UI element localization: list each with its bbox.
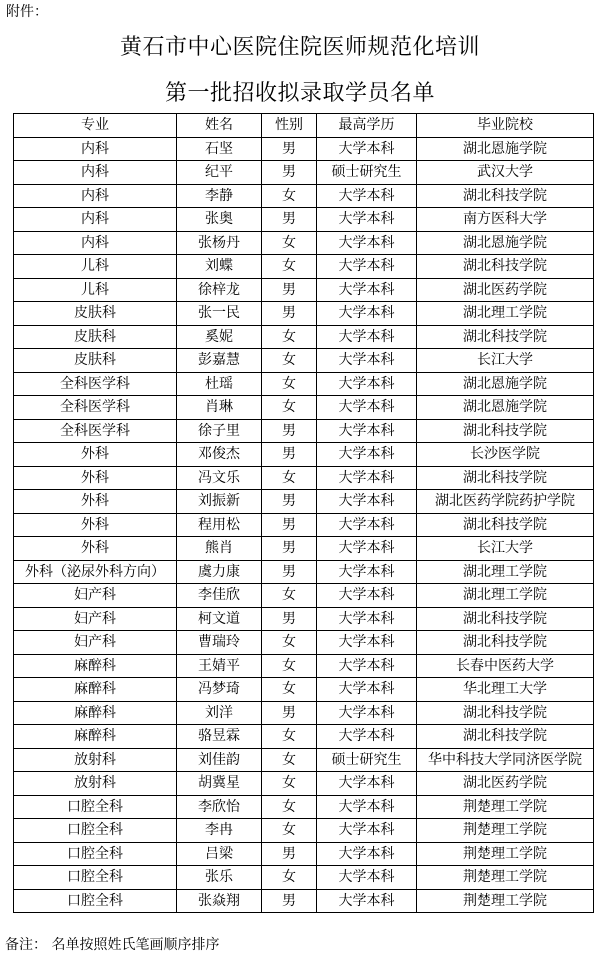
header-row bbox=[14, 114, 594, 138]
table-row bbox=[14, 231, 594, 255]
cell-sex: 男 bbox=[262, 278, 317, 302]
column-header-major: 专业 bbox=[14, 114, 177, 138]
cell-sex: 女 bbox=[262, 325, 317, 349]
cell-education: 硕士研究生 bbox=[317, 748, 417, 772]
cell-school: 南方医科大学 bbox=[417, 208, 594, 232]
table-row bbox=[14, 490, 594, 514]
cell-major: 口腔全科 bbox=[14, 866, 177, 890]
cell-education: 大学本科 bbox=[317, 137, 417, 161]
table-row bbox=[14, 278, 594, 302]
cell-education: 大学本科 bbox=[317, 372, 417, 396]
cell-sex: 男 bbox=[262, 419, 317, 443]
cell-major: 外科 bbox=[14, 513, 177, 537]
cell-sex: 男 bbox=[262, 208, 317, 232]
cell-sex: 女 bbox=[262, 654, 317, 678]
document-title: 黄石市中心医院住院医师规范化培训 bbox=[119, 35, 480, 60]
cell-major: 全科医学科 bbox=[14, 419, 177, 443]
cell-education: 大学本科 bbox=[317, 654, 417, 678]
cell-sex: 女 bbox=[262, 184, 317, 208]
table-row bbox=[14, 725, 594, 749]
cell-school: 湖北医药学院药护学院 bbox=[417, 490, 594, 514]
cell-major: 皮肤科 bbox=[14, 302, 177, 326]
cell-sex: 男 bbox=[262, 443, 317, 467]
cell-education: 大学本科 bbox=[317, 889, 417, 913]
cell-sex: 女 bbox=[262, 631, 317, 655]
cell-name: 张焱翔 bbox=[177, 889, 262, 913]
cell-major: 放射科 bbox=[14, 748, 177, 772]
table-row bbox=[14, 302, 594, 326]
cell-education: 大学本科 bbox=[317, 631, 417, 655]
cell-sex: 女 bbox=[262, 866, 317, 890]
cell-name: 徐梓龙 bbox=[177, 278, 262, 302]
cell-name: 胡冀星 bbox=[177, 772, 262, 796]
cell-sex: 男 bbox=[262, 490, 317, 514]
cell-major: 内科 bbox=[14, 208, 177, 232]
cell-major: 皮肤科 bbox=[14, 325, 177, 349]
cell-name: 冯梦琦 bbox=[177, 678, 262, 702]
cell-sex: 女 bbox=[262, 678, 317, 702]
cell-school: 湖北科技学院 bbox=[417, 607, 594, 631]
cell-name: 徐子里 bbox=[177, 419, 262, 443]
column-header-education: 最高学历 bbox=[317, 114, 417, 138]
cell-major: 口腔全科 bbox=[14, 889, 177, 913]
table-body bbox=[14, 137, 594, 913]
cell-school: 湖北科技学院 bbox=[417, 701, 594, 725]
cell-name: 王婧平 bbox=[177, 654, 262, 678]
cell-education: 大学本科 bbox=[317, 607, 417, 631]
cell-education: 大学本科 bbox=[317, 255, 417, 279]
cell-sex: 女 bbox=[262, 255, 317, 279]
cell-school: 湖北科技学院 bbox=[417, 631, 594, 655]
cell-school: 长江大学 bbox=[417, 349, 594, 373]
cell-major: 外科 bbox=[14, 490, 177, 514]
cell-name: 张杨丹 bbox=[177, 231, 262, 255]
cell-sex: 男 bbox=[262, 701, 317, 725]
cell-school: 湖北恩施学院 bbox=[417, 372, 594, 396]
cell-education: 大学本科 bbox=[317, 278, 417, 302]
cell-name: 张乐 bbox=[177, 866, 262, 890]
table-row bbox=[14, 349, 594, 373]
cell-name: 冯文乐 bbox=[177, 466, 262, 490]
cell-major: 全科医学科 bbox=[14, 396, 177, 420]
cell-name: 李静 bbox=[177, 184, 262, 208]
cell-education: 大学本科 bbox=[317, 325, 417, 349]
cell-school: 荆楚理工学院 bbox=[417, 889, 594, 913]
cell-major: 妇产科 bbox=[14, 631, 177, 655]
table-row bbox=[14, 560, 594, 584]
cell-school: 荆楚理工学院 bbox=[417, 795, 594, 819]
table-row bbox=[14, 513, 594, 537]
table-row bbox=[14, 819, 594, 843]
cell-major: 麻醉科 bbox=[14, 725, 177, 749]
cell-school: 湖北医药学院 bbox=[417, 278, 594, 302]
cell-sex: 男 bbox=[262, 137, 317, 161]
cell-name: 骆昱霖 bbox=[177, 725, 262, 749]
cell-name: 柯文道 bbox=[177, 607, 262, 631]
cell-name: 刘洋 bbox=[177, 701, 262, 725]
cell-major: 麻醉科 bbox=[14, 678, 177, 702]
table-row bbox=[14, 184, 594, 208]
cell-name: 邓俊杰 bbox=[177, 443, 262, 467]
cell-major: 麻醉科 bbox=[14, 654, 177, 678]
cell-education: 大学本科 bbox=[317, 866, 417, 890]
table-row bbox=[14, 795, 594, 819]
cell-major: 皮肤科 bbox=[14, 349, 177, 373]
cell-name: 程用松 bbox=[177, 513, 262, 537]
cell-sex: 女 bbox=[262, 795, 317, 819]
cell-name: 奚妮 bbox=[177, 325, 262, 349]
cell-sex: 女 bbox=[262, 396, 317, 420]
cell-sex: 男 bbox=[262, 161, 317, 185]
table-row bbox=[14, 537, 594, 561]
cell-name: 刘蝶 bbox=[177, 255, 262, 279]
document-subtitle: 第一批招收拟录取学员名单 bbox=[164, 81, 435, 106]
cell-sex: 女 bbox=[262, 819, 317, 843]
cell-name: 刘佳韵 bbox=[177, 748, 262, 772]
cell-education: 大学本科 bbox=[317, 302, 417, 326]
cell-major: 内科 bbox=[14, 137, 177, 161]
cell-school: 湖北科技学院 bbox=[417, 325, 594, 349]
cell-name: 肖琳 bbox=[177, 396, 262, 420]
cell-major: 内科 bbox=[14, 184, 177, 208]
cell-education: 大学本科 bbox=[317, 513, 417, 537]
cell-name: 李欣怡 bbox=[177, 795, 262, 819]
cell-school: 荆楚理工学院 bbox=[417, 842, 594, 866]
cell-education: 大学本科 bbox=[317, 819, 417, 843]
cell-school: 长江大学 bbox=[417, 537, 594, 561]
cell-school: 湖北理工学院 bbox=[417, 560, 594, 584]
cell-education: 大学本科 bbox=[317, 443, 417, 467]
cell-major: 儿科 bbox=[14, 255, 177, 279]
cell-name: 纪平 bbox=[177, 161, 262, 185]
cell-education: 大学本科 bbox=[317, 396, 417, 420]
cell-major: 外科 bbox=[14, 537, 177, 561]
cell-name: 吕梁 bbox=[177, 842, 262, 866]
cell-major: 外科（泌尿外科方向） bbox=[14, 560, 177, 584]
table-row bbox=[14, 772, 594, 796]
cell-education: 大学本科 bbox=[317, 490, 417, 514]
cell-major: 儿科 bbox=[14, 278, 177, 302]
cell-school: 武汉大学 bbox=[417, 161, 594, 185]
cell-school: 湖北恩施学院 bbox=[417, 396, 594, 420]
table-row bbox=[14, 631, 594, 655]
cell-name: 李冉 bbox=[177, 819, 262, 843]
table-row bbox=[14, 701, 594, 725]
cell-education: 大学本科 bbox=[317, 419, 417, 443]
table-row bbox=[14, 372, 594, 396]
cell-major: 外科 bbox=[14, 443, 177, 467]
cell-school: 湖北科技学院 bbox=[417, 725, 594, 749]
cell-school: 荆楚理工学院 bbox=[417, 819, 594, 843]
cell-education: 大学本科 bbox=[317, 701, 417, 725]
table-row bbox=[14, 208, 594, 232]
cell-sex: 男 bbox=[262, 607, 317, 631]
cell-major: 妇产科 bbox=[14, 584, 177, 608]
cell-school: 湖北科技学院 bbox=[417, 466, 594, 490]
cell-school: 湖北科技学院 bbox=[417, 513, 594, 537]
cell-education: 大学本科 bbox=[317, 184, 417, 208]
cell-school: 湖北理工学院 bbox=[417, 584, 594, 608]
cell-school: 湖北恩施学院 bbox=[417, 231, 594, 255]
cell-education: 大学本科 bbox=[317, 349, 417, 373]
footnote: 备注： 名单按照姓氏笔画顺序排序 bbox=[5, 937, 220, 953]
cell-name: 刘振新 bbox=[177, 490, 262, 514]
table-row bbox=[14, 325, 594, 349]
cell-education: 大学本科 bbox=[317, 678, 417, 702]
table-row bbox=[14, 866, 594, 890]
admission-roster-table bbox=[13, 113, 594, 913]
cell-sex: 女 bbox=[262, 725, 317, 749]
cell-name: 石坚 bbox=[177, 137, 262, 161]
cell-school: 华北理工大学 bbox=[417, 678, 594, 702]
cell-major: 外科 bbox=[14, 466, 177, 490]
cell-name: 张奥 bbox=[177, 208, 262, 232]
column-header-school: 毕业院校 bbox=[417, 114, 594, 138]
table-row bbox=[14, 419, 594, 443]
cell-sex: 男 bbox=[262, 889, 317, 913]
cell-education: 硕士研究生 bbox=[317, 161, 417, 185]
table-row bbox=[14, 842, 594, 866]
table-row bbox=[14, 443, 594, 467]
cell-name: 曹瑞玲 bbox=[177, 631, 262, 655]
cell-school: 湖北科技学院 bbox=[417, 184, 594, 208]
cell-sex: 女 bbox=[262, 748, 317, 772]
cell-education: 大学本科 bbox=[317, 725, 417, 749]
cell-sex: 女 bbox=[262, 584, 317, 608]
table-row bbox=[14, 889, 594, 913]
column-header-sex: 性别 bbox=[262, 114, 317, 138]
cell-education: 大学本科 bbox=[317, 231, 417, 255]
table-row bbox=[14, 748, 594, 772]
table-row bbox=[14, 584, 594, 608]
cell-sex: 男 bbox=[262, 560, 317, 584]
cell-major: 口腔全科 bbox=[14, 819, 177, 843]
cell-school: 湖北恩施学院 bbox=[417, 137, 594, 161]
cell-sex: 女 bbox=[262, 772, 317, 796]
table-row bbox=[14, 137, 594, 161]
cell-sex: 女 bbox=[262, 349, 317, 373]
attachment-label: 附件： bbox=[6, 4, 48, 20]
table-row bbox=[14, 161, 594, 185]
cell-name: 彭嘉慧 bbox=[177, 349, 262, 373]
cell-education: 大学本科 bbox=[317, 795, 417, 819]
cell-school: 荆楚理工学院 bbox=[417, 866, 594, 890]
cell-school: 华中科技大学同济医学院 bbox=[417, 748, 594, 772]
cell-school: 湖北科技学院 bbox=[417, 419, 594, 443]
cell-sex: 男 bbox=[262, 513, 317, 537]
cell-sex: 男 bbox=[262, 302, 317, 326]
cell-school: 湖北医药学院 bbox=[417, 772, 594, 796]
table-row bbox=[14, 255, 594, 279]
table-row bbox=[14, 466, 594, 490]
cell-education: 大学本科 bbox=[317, 560, 417, 584]
cell-school: 长春中医药大学 bbox=[417, 654, 594, 678]
cell-name: 熊肖 bbox=[177, 537, 262, 561]
cell-sex: 男 bbox=[262, 537, 317, 561]
cell-education: 大学本科 bbox=[317, 208, 417, 232]
cell-major: 全科医学科 bbox=[14, 372, 177, 396]
cell-education: 大学本科 bbox=[317, 537, 417, 561]
cell-major: 口腔全科 bbox=[14, 795, 177, 819]
cell-school: 长沙医学院 bbox=[417, 443, 594, 467]
cell-sex: 女 bbox=[262, 231, 317, 255]
cell-education: 大学本科 bbox=[317, 772, 417, 796]
cell-name: 虞力康 bbox=[177, 560, 262, 584]
cell-sex: 女 bbox=[262, 372, 317, 396]
cell-name: 杜瑶 bbox=[177, 372, 262, 396]
cell-name: 张一民 bbox=[177, 302, 262, 326]
cell-major: 口腔全科 bbox=[14, 842, 177, 866]
cell-major: 放射科 bbox=[14, 772, 177, 796]
table-row bbox=[14, 654, 594, 678]
cell-education: 大学本科 bbox=[317, 842, 417, 866]
cell-education: 大学本科 bbox=[317, 466, 417, 490]
table-header bbox=[14, 114, 594, 138]
cell-major: 妇产科 bbox=[14, 607, 177, 631]
column-header-name: 姓名 bbox=[177, 114, 262, 138]
cell-major: 内科 bbox=[14, 161, 177, 185]
cell-major: 麻醉科 bbox=[14, 701, 177, 725]
cell-sex: 男 bbox=[262, 842, 317, 866]
cell-school: 湖北理工学院 bbox=[417, 302, 594, 326]
cell-sex: 女 bbox=[262, 466, 317, 490]
table-row bbox=[14, 607, 594, 631]
cell-school: 湖北科技学院 bbox=[417, 255, 594, 279]
table-row bbox=[14, 678, 594, 702]
cell-major: 内科 bbox=[14, 231, 177, 255]
table-row bbox=[14, 396, 594, 420]
cell-name: 李佳欣 bbox=[177, 584, 262, 608]
cell-education: 大学本科 bbox=[317, 584, 417, 608]
